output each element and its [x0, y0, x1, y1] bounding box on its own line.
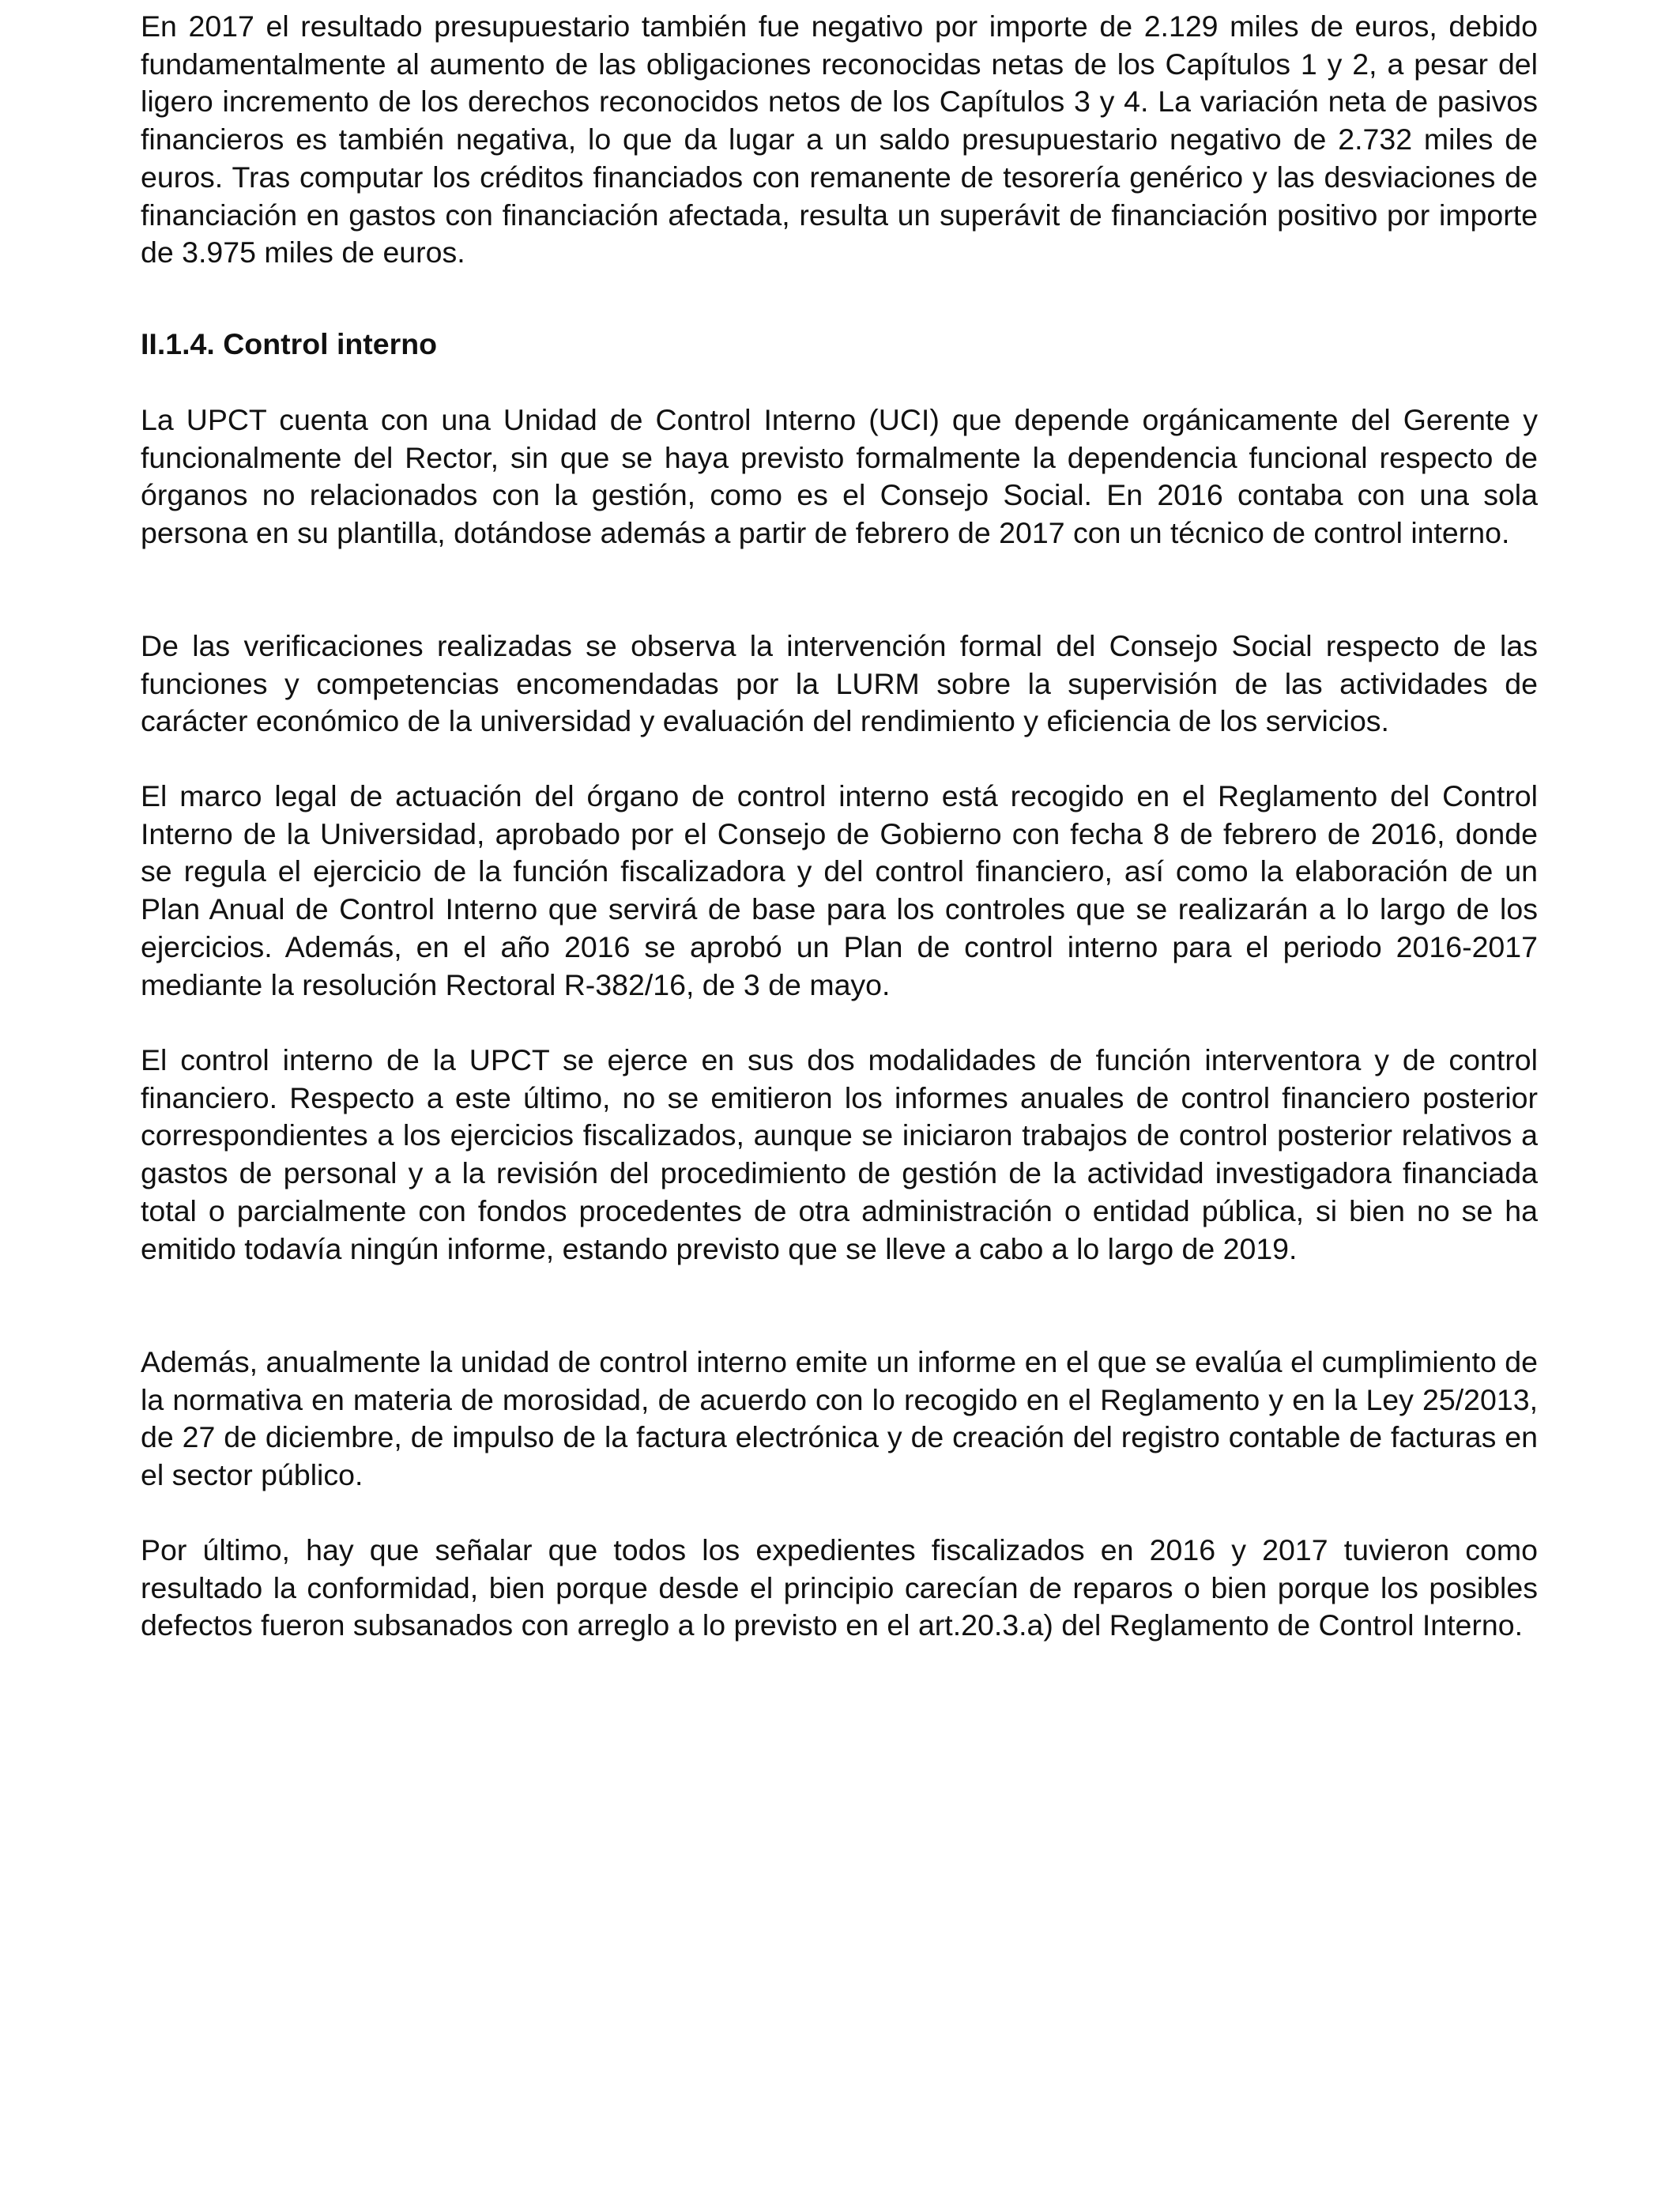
paragraph-conclusion: Por último, hay que señalar que todos los expedientes fiscalizados en 2016 y 2017 tuvieron como resultado la conformidad, bien porque desde el principio carecían de reparos o bien porque los posibles defectos fueron subsanados con arreglo a lo previsto en el art.20.3.a) del Reglamento de Control Interno. — [141, 1533, 1538, 1642]
paragraph-morosidad-report: Además, anualmente la unidad de control interno emite un informe en el que se evalúa el cumplimiento de la normativa en materia de morosidad, de acuerdo con lo recogido en el Reglamento y en la Ley 25/2013, de 27 de diciembre, de impulso de la factura electrónica y de creación del registro contable de facturas en el sector público. — [141, 1345, 1538, 1492]
paragraph-consejo-social: De las verificaciones realizadas se observa la intervención formal del Consejo Social respecto de las funciones y competencias encomendadas por la LURM sobre la supervisión de las actividades de carácter económico de la universidad y evaluación del rendimiento y eficiencia de los servicios. — [141, 629, 1538, 738]
intro-paragraph: En 2017 el resultado presupuestario también fue negativo por importe de 2.129 miles de euros, debido fundamentalmente al aumento de las obligaciones reconocidas netas de los Capítulos 1 y 2, a pesar del ligero incremento de los derechos reconocidos netos de los Capítulos 3 y 4. La variación neta de pasivos financieros es también negativa, lo que da lugar a un saldo presupuestario negativo de 2.732 miles de euros. Tras computar los créditos financiados con remanente de tesorería genérico y las desviaciones de financiación en gastos con financiación afectada, resulta un superávit de financiación positivo por importe de 3.975 miles de euros. — [141, 9, 1538, 270]
paragraph-legal-framework: El marco legal de actuación del órgano de control interno está recogido en el Reglamento del Control Interno de la Universidad, aprobado por el Consejo de Gobierno con fecha 8 de febrero de 2016, donde se regula el ejercicio de la función fiscalizadora y del control financiero, así como la elaboración de un Plan Anual de Control Interno que servirá de base para los controles que se realizarán a lo largo de los ejercicios. Además, en el año 2016 se aprobó un Plan de control interno para el periodo 2016-2017 mediante la resolución Rectoral R-382/16, de 3 de mayo. — [141, 779, 1538, 1001]
paragraph-uci-structure: La UPCT cuenta con una Unidad de Control Interno (UCI) que depende orgánicamente del Gerente y funcionalmente del Rector, sin que se haya previsto formalmente la dependencia funcional respecto de órganos no relacionados con la gestión, como es el Consejo Social. En 2016 contaba con una sola persona en su plantilla, dotándose además a partir de febrero de 2017 con un técnico de control interno. — [141, 403, 1538, 550]
paragraph-control-modalities: El control interno de la UPCT se ejerce en sus dos modalidades de función interventora y de control financiero. Respecto a este último, no se emitieron los informes anuales de control financiero posterior correspondientes a los ejercicios fiscalizados, aunque se iniciaron trabajos de control posterior relativos a gastos de personal y a la revisión del procedimiento de gestión de la actividad investigadora financiada total o parcialmente con fondos procedentes de otra administración o entidad pública, si bien no se ha emitido todavía ningún informe, estando previsto que se lleve a cabo a lo largo de 2019. — [141, 1043, 1538, 1265]
section-heading: II.1.4. Control interno — [141, 327, 438, 360]
